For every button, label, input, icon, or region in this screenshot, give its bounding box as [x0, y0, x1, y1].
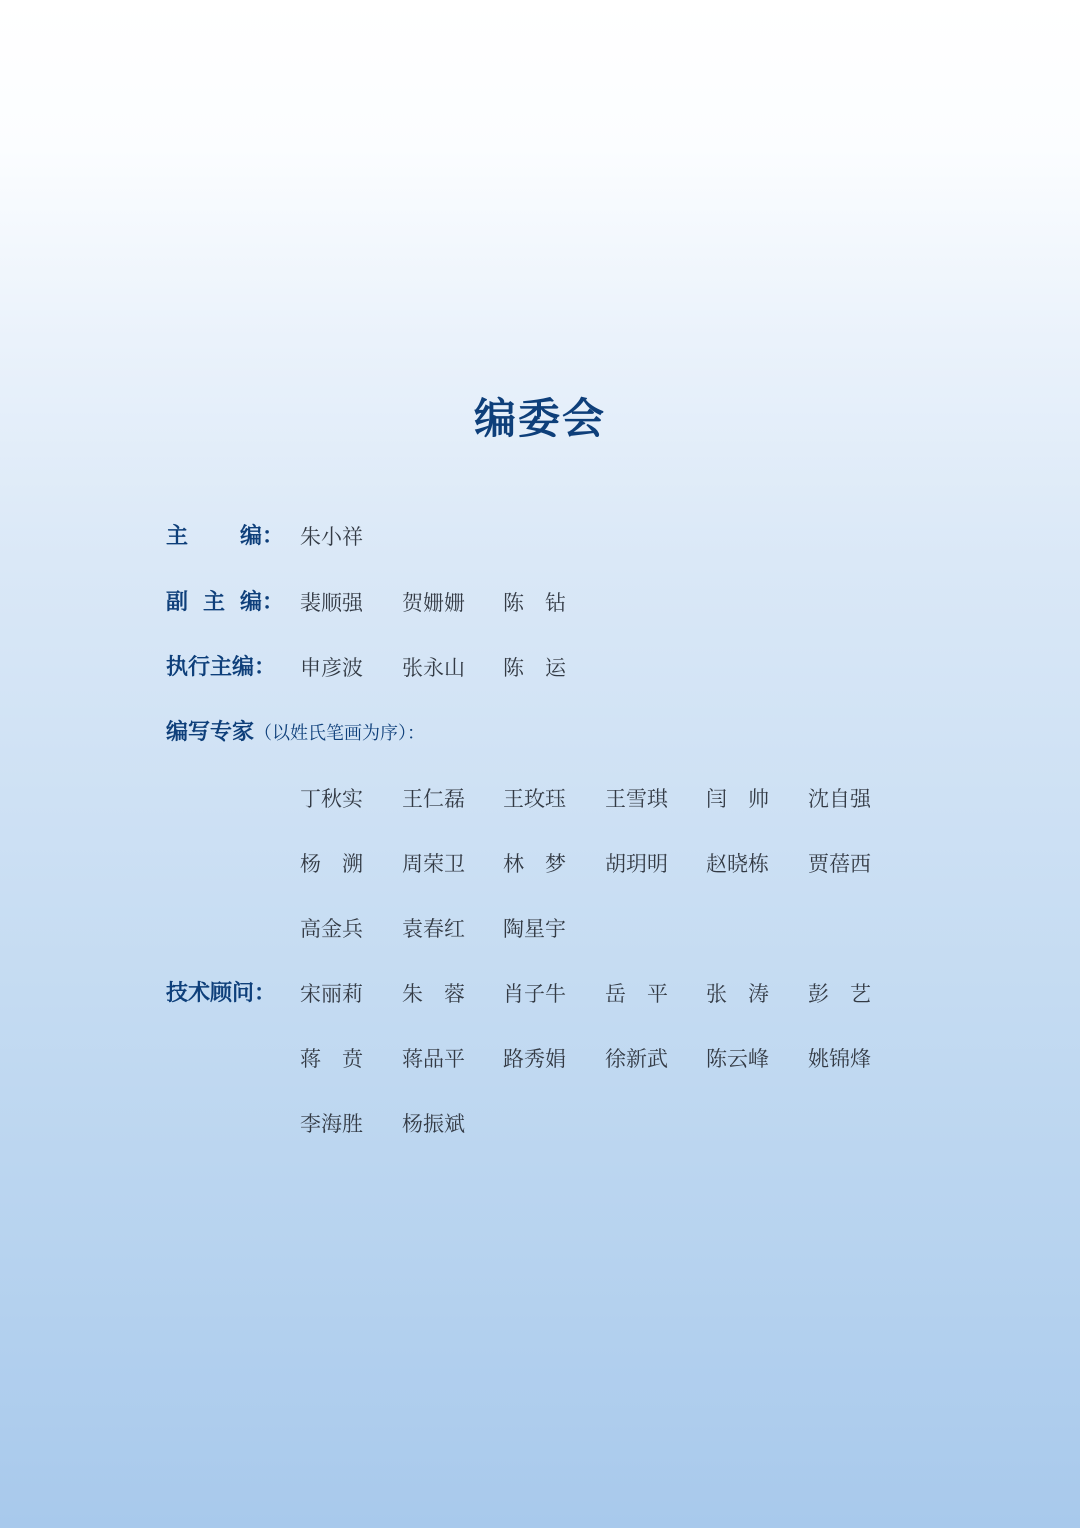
chief-editor-label-char-2: 编： [240, 524, 285, 549]
deputy-label-char-1: 副 [166, 590, 189, 615]
executive-editor-name-2: 张永山 [402, 656, 465, 680]
technical-advisor-name-14: 杨振斌 [402, 1112, 465, 1136]
chief-editor-label [166, 522, 284, 552]
writing-expert-name-9: 林 梦 [503, 852, 566, 876]
technical-advisor-name-11: 陈云峰 [706, 1047, 769, 1071]
technical-advisor-name-6: 彭 艺 [808, 982, 871, 1006]
writing-expert-name-15: 陶星宇 [503, 917, 566, 941]
technical-advisor-name-1: 宋丽莉 [300, 982, 363, 1006]
writing-expert-name-7: 杨 溯 [300, 852, 363, 876]
deputy-chief-editor-name-2: 贺姗姗 [402, 591, 465, 615]
writing-expert-name-13: 高金兵 [300, 917, 363, 941]
writing-expert-name-14: 袁春红 [402, 917, 465, 941]
deputy-chief-editor-label [166, 588, 284, 618]
technical-advisor-name-8: 蒋品平 [402, 1047, 465, 1071]
page-title: 编委会 [473, 394, 606, 443]
technical-advisor-name-3: 肖子牛 [503, 982, 566, 1006]
writing-experts-note: （以姓氏笔画为序）： [254, 723, 426, 744]
deputy-label-char-2: 主 [203, 590, 226, 615]
deputy-label-char-3: 编： [240, 590, 285, 615]
chief-editor-label-char-1: 主 [166, 524, 189, 549]
executive-editor-name-1: 申彦波 [300, 656, 363, 680]
writing-expert-name-5: 闫 帅 [706, 787, 769, 811]
deputy-chief-editor-name-3: 陈 钻 [503, 591, 566, 615]
executive-editor-name-3: 陈 运 [503, 656, 566, 680]
writing-expert-name-2: 王仁磊 [402, 787, 465, 811]
technical-advisor-name-7: 蒋 贲 [300, 1047, 363, 1071]
technical-advisors-label: 技术顾问： [166, 981, 277, 1006]
writing-expert-name-4: 王雪琪 [605, 787, 668, 811]
chief-editor-name: 朱小祥 [300, 525, 363, 549]
executive-editor-label: 执行主编： [166, 655, 277, 680]
technical-advisor-name-13: 李海胜 [300, 1112, 363, 1136]
writing-expert-name-6: 沈自强 [808, 787, 871, 811]
deputy-chief-editor-name-1: 裴顺强 [300, 591, 363, 615]
technical-advisor-name-5: 张 涛 [706, 982, 769, 1006]
writing-expert-name-3: 王玫珏 [503, 787, 566, 811]
writing-experts-label [166, 718, 425, 749]
writing-expert-name-1: 丁秋实 [300, 787, 363, 811]
technical-advisor-name-12: 姚锦烽 [808, 1047, 871, 1071]
writing-expert-name-8: 周荣卫 [402, 852, 465, 876]
technical-advisor-name-4: 岳 平 [605, 982, 668, 1006]
technical-advisor-name-9: 路秀娟 [503, 1047, 566, 1071]
technical-advisor-name-10: 徐新武 [605, 1047, 668, 1071]
writing-expert-name-10: 胡玥明 [605, 852, 668, 876]
writing-experts-label-text: 编写专家 [166, 720, 255, 745]
technical-advisor-name-2: 朱 蓉 [402, 982, 465, 1006]
writing-expert-name-12: 贾蓓西 [808, 852, 871, 876]
writing-expert-name-11: 赵晓栋 [706, 852, 769, 876]
